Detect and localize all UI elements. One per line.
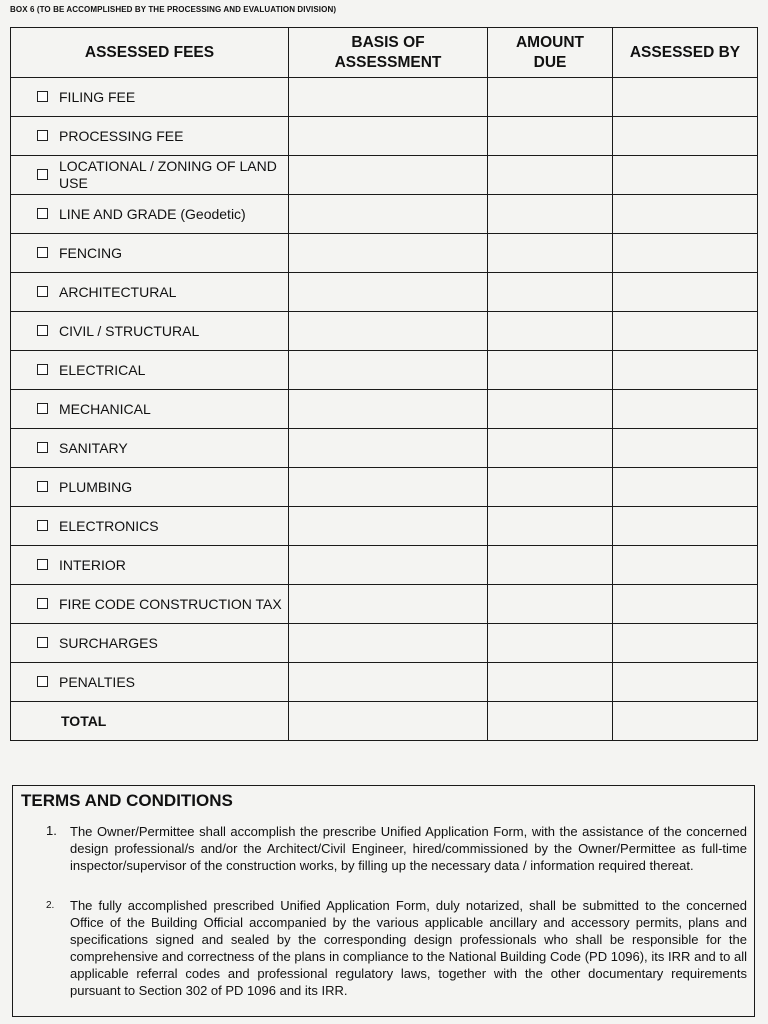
amount-cell[interactable] bbox=[488, 195, 613, 234]
total-row bbox=[11, 702, 758, 741]
fee-name-cell bbox=[11, 195, 289, 234]
terms-list bbox=[13, 823, 754, 1017]
assessed-by-cell[interactable] bbox=[613, 78, 758, 117]
assessed-by-cell[interactable] bbox=[613, 390, 758, 429]
amount-cell[interactable] bbox=[488, 624, 613, 663]
term-item bbox=[13, 897, 754, 999]
fee-name-cell bbox=[11, 390, 289, 429]
fee-label: PENALTIES bbox=[59, 673, 135, 690]
fee-name-cell bbox=[11, 429, 289, 468]
basis-cell[interactable] bbox=[289, 546, 488, 585]
fee-checkbox[interactable] bbox=[37, 208, 48, 219]
total-assessed-by-cell[interactable] bbox=[613, 702, 758, 741]
fee-label: LOCATIONAL / ZONING OF LAND USE bbox=[59, 158, 277, 191]
fee-row bbox=[11, 78, 758, 117]
fee-row bbox=[11, 429, 758, 468]
fee-label: ELECTRONICS bbox=[59, 517, 159, 534]
amount-cell[interactable] bbox=[488, 312, 613, 351]
fee-row bbox=[11, 507, 758, 546]
header-assessed-fees: ASSESSED FEES bbox=[11, 28, 289, 78]
assessed-by-cell[interactable] bbox=[613, 195, 758, 234]
amount-cell[interactable] bbox=[488, 117, 613, 156]
total-basis-cell[interactable] bbox=[289, 702, 488, 741]
fee-row bbox=[11, 585, 758, 624]
amount-cell[interactable] bbox=[488, 234, 613, 273]
fee-checkbox[interactable] bbox=[37, 637, 48, 648]
box-6-label: BOX 6 (TO BE ACCOMPLISHED BY THE PROCESSING AND EVALUATION DIVISION) bbox=[10, 5, 337, 14]
assessed-by-cell[interactable] bbox=[613, 234, 758, 273]
total-label: TOTAL bbox=[11, 702, 289, 741]
amount-cell[interactable] bbox=[488, 156, 613, 195]
fee-row bbox=[11, 663, 758, 702]
assessed-by-cell[interactable] bbox=[613, 507, 758, 546]
assessed-by-cell[interactable] bbox=[613, 663, 758, 702]
fee-checkbox[interactable] bbox=[37, 325, 48, 336]
amount-cell[interactable] bbox=[488, 78, 613, 117]
fee-name-cell bbox=[11, 624, 289, 663]
fee-checkbox[interactable] bbox=[37, 91, 48, 102]
fee-row bbox=[11, 351, 758, 390]
basis-cell[interactable] bbox=[289, 117, 488, 156]
fee-checkbox[interactable] bbox=[37, 559, 48, 570]
fee-checkbox[interactable] bbox=[37, 130, 48, 141]
amount-cell[interactable] bbox=[488, 507, 613, 546]
fee-label: PROCESSING FEE bbox=[59, 127, 184, 144]
basis-cell[interactable] bbox=[289, 195, 488, 234]
fee-label: CIVIL / STRUCTURAL bbox=[59, 322, 200, 339]
term-number: 2. bbox=[46, 900, 55, 911]
amount-cell[interactable] bbox=[488, 273, 613, 312]
fee-name-cell bbox=[11, 351, 289, 390]
fee-checkbox[interactable] bbox=[37, 481, 48, 492]
fee-name-cell bbox=[11, 546, 289, 585]
fee-row bbox=[11, 468, 758, 507]
fee-row bbox=[11, 312, 758, 351]
assessed-by-cell[interactable] bbox=[613, 312, 758, 351]
fee-label: ELECTRICAL bbox=[59, 361, 146, 378]
terms-and-conditions bbox=[12, 785, 755, 1017]
fee-label: PLUMBING bbox=[59, 478, 133, 495]
fee-row bbox=[11, 546, 758, 585]
basis-cell[interactable] bbox=[289, 312, 488, 351]
fee-label: INTERIOR bbox=[59, 556, 126, 573]
fee-checkbox[interactable] bbox=[37, 520, 48, 531]
amount-cell[interactable] bbox=[488, 429, 613, 468]
basis-cell[interactable] bbox=[289, 234, 488, 273]
fee-checkbox[interactable] bbox=[37, 442, 48, 453]
basis-cell[interactable] bbox=[289, 663, 488, 702]
amount-cell[interactable] bbox=[488, 546, 613, 585]
fee-name-cell bbox=[11, 312, 289, 351]
assessed-by-cell[interactable] bbox=[613, 624, 758, 663]
fee-label: SURCHARGES bbox=[59, 634, 158, 651]
assessed-by-cell[interactable] bbox=[613, 585, 758, 624]
term-item bbox=[13, 823, 754, 874]
fee-row bbox=[11, 390, 758, 429]
basis-cell[interactable] bbox=[289, 429, 488, 468]
fee-label: ARCHITECTURAL bbox=[59, 283, 177, 300]
basis-cell[interactable] bbox=[289, 156, 488, 195]
amount-cell[interactable] bbox=[488, 585, 613, 624]
header-basis-of-assessment: BASIS OF ASSESSMENT bbox=[289, 28, 488, 78]
fee-name-cell bbox=[11, 234, 289, 273]
term-number: 1. bbox=[46, 823, 57, 838]
assessed-fees-table bbox=[10, 27, 758, 741]
fee-name-cell bbox=[11, 117, 289, 156]
fee-checkbox[interactable] bbox=[37, 676, 48, 687]
assessed-by-cell[interactable] bbox=[613, 429, 758, 468]
fee-row bbox=[11, 156, 758, 195]
fee-row bbox=[11, 273, 758, 312]
assessed-by-cell[interactable] bbox=[613, 351, 758, 390]
header-assessed-by: ASSESSED BY bbox=[613, 28, 758, 78]
total-amount-cell[interactable] bbox=[488, 702, 613, 741]
fee-checkbox[interactable] bbox=[37, 169, 48, 180]
fee-checkbox[interactable] bbox=[37, 286, 48, 297]
fee-name-cell bbox=[11, 468, 289, 507]
amount-cell[interactable] bbox=[488, 663, 613, 702]
assessed-by-cell[interactable] bbox=[613, 273, 758, 312]
fee-checkbox[interactable] bbox=[37, 247, 48, 258]
fee-label: FENCING bbox=[59, 244, 122, 261]
basis-cell[interactable] bbox=[289, 273, 488, 312]
fee-name-cell bbox=[11, 507, 289, 546]
fee-label: FILING FEE bbox=[59, 88, 136, 105]
fee-name-cell bbox=[11, 273, 289, 312]
assessed-by-cell[interactable] bbox=[613, 156, 758, 195]
fee-checkbox[interactable] bbox=[37, 364, 48, 375]
basis-cell[interactable] bbox=[289, 507, 488, 546]
terms-title: TERMS AND CONDITIONS bbox=[21, 791, 233, 810]
fee-label: MECHANICAL bbox=[59, 400, 151, 417]
term-text: The Owner/Permittee shall accomplish the prescribe Unified Application Form, with the assistance of the concerned design professional/s and/or the Architect/Civil Engineer, hired/commissioned by the Owner/Permittee as full-time inspector/supervisor of the construction works, by filling up the necessary data / information required thereat. bbox=[70, 824, 747, 873]
fee-name-cell bbox=[11, 78, 289, 117]
amount-cell[interactable] bbox=[488, 468, 613, 507]
fee-label: LINE AND GRADE (Geodetic) bbox=[59, 205, 246, 222]
term-text: The fully accomplished prescribed Unified Application Form, duly notarized, shall be submitted to the concerned Office of the Building Official accompanied by the various applicable ancillary and accessory permits, plans and specifications signed and sealed by the corresponding design professionals who shall be responsible for the comprehensive and correctness of the plans in compliance to the National Building Code (PD 1096), its IRR and to all applicable referral codes and professional regulatory laws, together with the other documentary requirements pursuant to Section 302 of PD 1096 and its IRR. bbox=[70, 898, 747, 998]
fee-checkbox[interactable] bbox=[37, 598, 48, 609]
basis-cell[interactable] bbox=[289, 78, 488, 117]
table-header-row bbox=[11, 28, 758, 78]
fee-name-cell bbox=[11, 156, 289, 195]
basis-cell[interactable] bbox=[289, 468, 488, 507]
basis-cell[interactable] bbox=[289, 624, 488, 663]
fee-name-cell bbox=[11, 585, 289, 624]
header-amount-due: AMOUNT DUE bbox=[488, 28, 613, 78]
assessed-by-cell[interactable] bbox=[613, 117, 758, 156]
fee-label: SANITARY bbox=[59, 439, 128, 456]
fee-row bbox=[11, 234, 758, 273]
fee-row bbox=[11, 117, 758, 156]
amount-cell[interactable] bbox=[488, 390, 613, 429]
fee-name-cell bbox=[11, 663, 289, 702]
basis-cell[interactable] bbox=[289, 390, 488, 429]
assessed-by-cell[interactable] bbox=[613, 468, 758, 507]
assessed-by-cell[interactable] bbox=[613, 546, 758, 585]
fee-label: FIRE CODE CONSTRUCTION TAX bbox=[59, 595, 282, 612]
basis-cell[interactable] bbox=[289, 585, 488, 624]
basis-cell[interactable] bbox=[289, 351, 488, 390]
fee-row bbox=[11, 624, 758, 663]
fee-checkbox[interactable] bbox=[37, 403, 48, 414]
amount-cell[interactable] bbox=[488, 351, 613, 390]
fee-row bbox=[11, 195, 758, 234]
